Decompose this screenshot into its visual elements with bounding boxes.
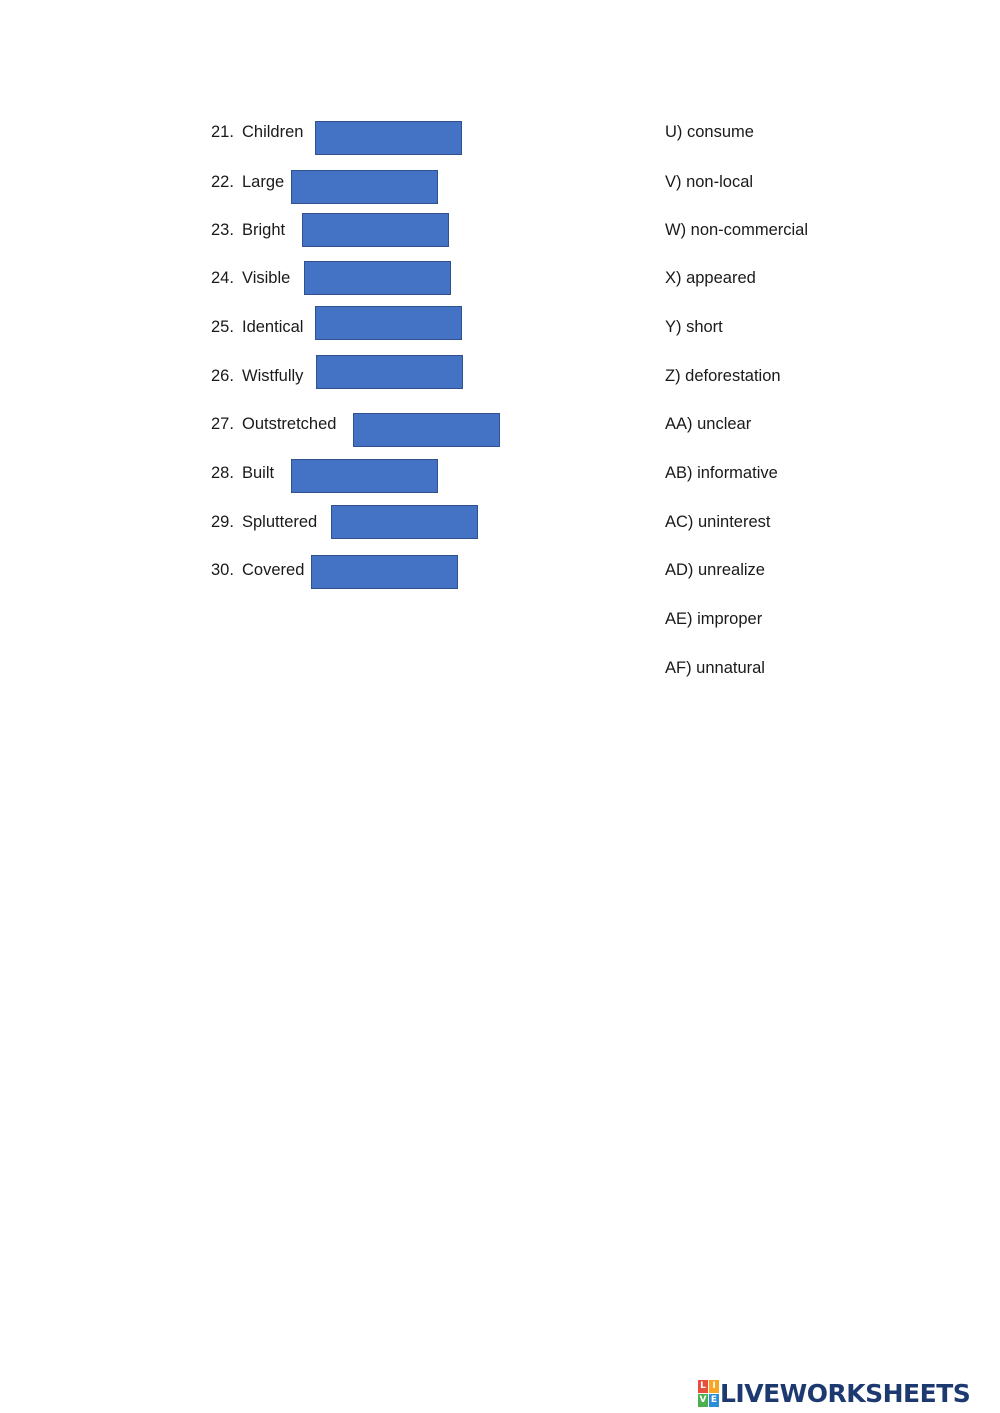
question-number: 29.	[211, 513, 234, 531]
question-number: 25.	[211, 318, 234, 336]
question-word: Bright	[242, 221, 286, 239]
answer-drop-box-22[interactable]	[291, 170, 438, 204]
question-word: Covered	[242, 561, 305, 579]
question-word: Spluttered	[242, 513, 318, 531]
logo-mark-letter: I	[709, 1380, 719, 1393]
option-x: X) appeared	[665, 269, 756, 287]
logo-mark-letter: V	[699, 1394, 707, 1405]
question-number: 26.	[211, 367, 234, 385]
option-y: Y) short	[665, 318, 723, 336]
logo-mark-icon	[698, 1380, 719, 1407]
answer-drop-box-26[interactable]	[316, 355, 463, 389]
answer-drop-box-23[interactable]	[302, 213, 449, 247]
question-word: Identical	[242, 318, 304, 336]
option-ab: AB) informative	[665, 464, 778, 482]
question-word: Visible	[242, 269, 291, 287]
option-ad: AD) unrealize	[665, 561, 765, 579]
option-v: V) non-local	[665, 173, 754, 191]
option-ac: AC) uninterest	[665, 513, 771, 531]
answer-drop-box-29[interactable]	[331, 505, 478, 539]
question-word: Large	[242, 173, 285, 191]
logo-mark-letter: L	[698, 1380, 708, 1393]
question-word: Children	[242, 123, 304, 141]
question-number: 23.	[211, 221, 234, 239]
answer-drop-box-25[interactable]	[315, 306, 462, 340]
question-number: 22.	[211, 173, 234, 191]
question-word: Built	[242, 464, 275, 482]
question-word: Outstretched	[242, 415, 337, 433]
answer-drop-box-28[interactable]	[291, 459, 438, 493]
question-number: 30.	[211, 561, 234, 579]
option-u: U) consume	[665, 123, 754, 141]
question-number: 28.	[211, 464, 234, 482]
question-word: Wistfully	[242, 367, 304, 385]
liveworksheets-logo	[698, 1378, 970, 1408]
option-af: AF) unnatural	[665, 659, 765, 677]
option-z: Z) deforestation	[665, 367, 781, 385]
option-ae: AE) improper	[665, 610, 763, 628]
answer-drop-box-21[interactable]	[315, 121, 462, 155]
logo-text: LIVEWORKSHEETS	[720, 1378, 971, 1408]
question-number: 27.	[211, 415, 234, 433]
answer-drop-box-30[interactable]	[311, 555, 458, 589]
question-number: 21.	[211, 123, 234, 141]
answer-drop-box-24[interactable]	[304, 261, 451, 295]
logo-mark-letter: E	[710, 1394, 718, 1405]
question-number: 24.	[211, 269, 234, 287]
option-aa: AA) unclear	[665, 415, 752, 433]
answer-drop-box-27[interactable]	[353, 413, 500, 447]
option-w: W) non-commercial	[665, 221, 809, 239]
